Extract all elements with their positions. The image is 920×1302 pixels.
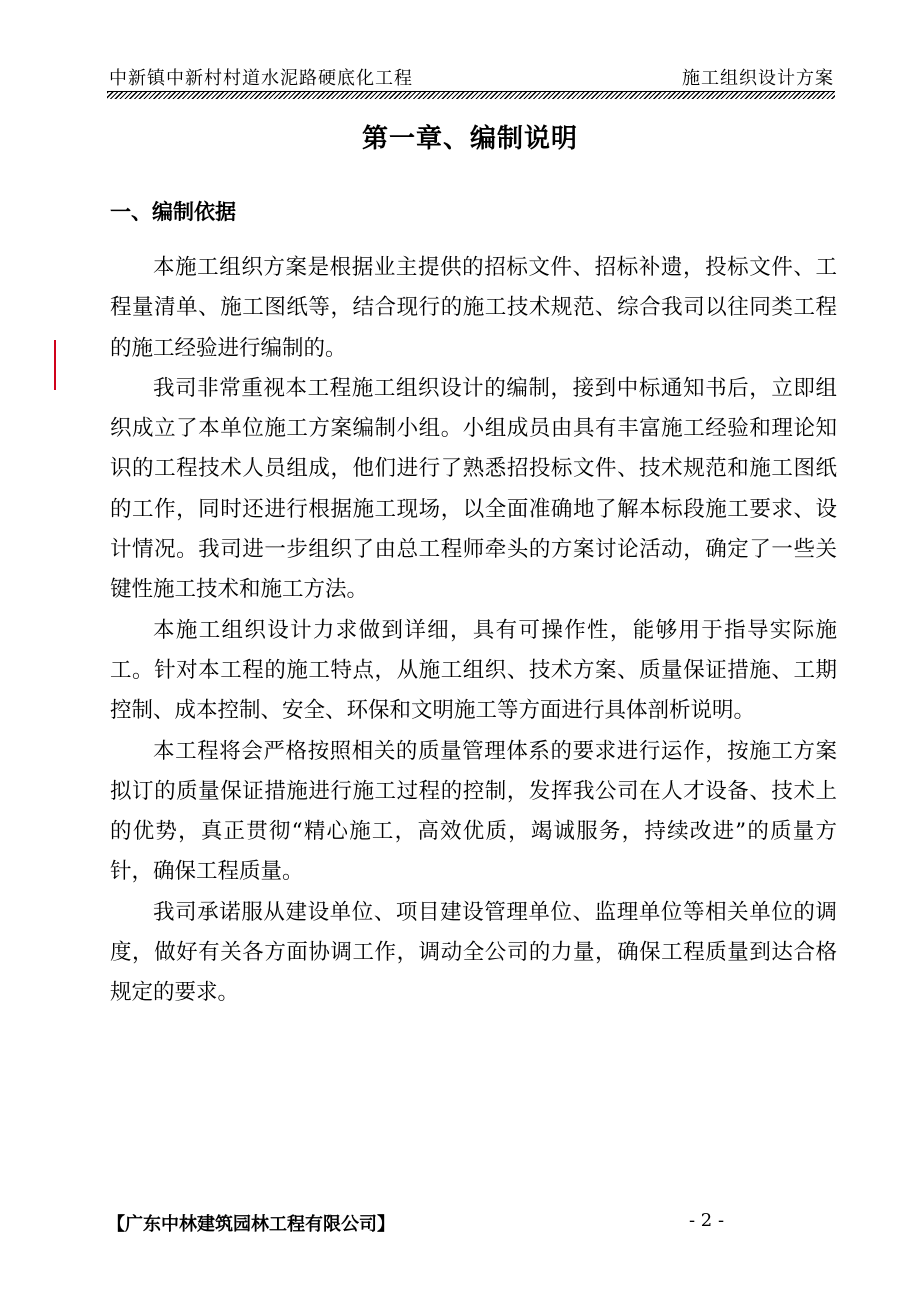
footer-company-name: 【广东中林建筑园林工程有限公司】	[107, 1214, 395, 1235]
paragraph: 我司承诺服从建设单位、项目建设管理单位、监理单位等相关单位的调度，做好有关各方面协调工作，调动全公司的力量，确保工程质量到达合格规定的要求。	[110, 899, 837, 1006]
paragraph: 本工程将会严格按照相关的质量管理体系的要求进行运作，按施工方案拟订的质量保证措施进行施工过程的控制，发挥我公司在人才设备、技术上的优势，真正贯彻“精心施工，高效优质，竭诚服务，持续改进”的质量方针，确保工程质量。	[110, 738, 837, 885]
body-text	[110, 248, 837, 1014]
section-heading: 一、编制依据	[110, 199, 236, 224]
header-project-title: 中新镇中新村村道水泥路硬底化工程	[109, 68, 413, 89]
footer-page-number: - 2 -	[689, 1210, 725, 1231]
chapter-title: 第一章、编制说明	[361, 124, 578, 154]
paragraph: 我司非常重视本工程施工组织设计的编制，接到中标通知书后，立即组织成立了本单位施工方案编制小组。小组成员由具有丰富施工经验和理论知识的工程技术人员组成，他们进行了熟悉招投标文件、技术规范和施工图纸的工作，同时还进行根据施工现场，以全面准确地了解本标段施工要求、设计情况。我司进一步组织了由总工程师牵头的方案讨论活动，确定了一些关键性施工技术和施工方法。	[110, 375, 837, 603]
paragraph: 本施工组织设计力求做到详细，具有可操作性，能够用于指导实际施工。针对本工程的施工特点，从施工组织、技术方案、质量保证措施、工期控制、成本控制、安全、环保和文明施工等方面进行具体剖析说明。	[110, 617, 837, 724]
header-document-type: 施工组织设计方案	[682, 68, 834, 89]
paragraph: 本施工组织方案是根据业主提供的招标文件、招标补遗，投标文件、工程量清单、施工图纸等，结合现行的施工技术规范、综合我司以往同类工程的施工经验进行编制的。	[110, 255, 837, 361]
header-divider	[107, 91, 835, 99]
revision-change-bar	[54, 340, 56, 390]
